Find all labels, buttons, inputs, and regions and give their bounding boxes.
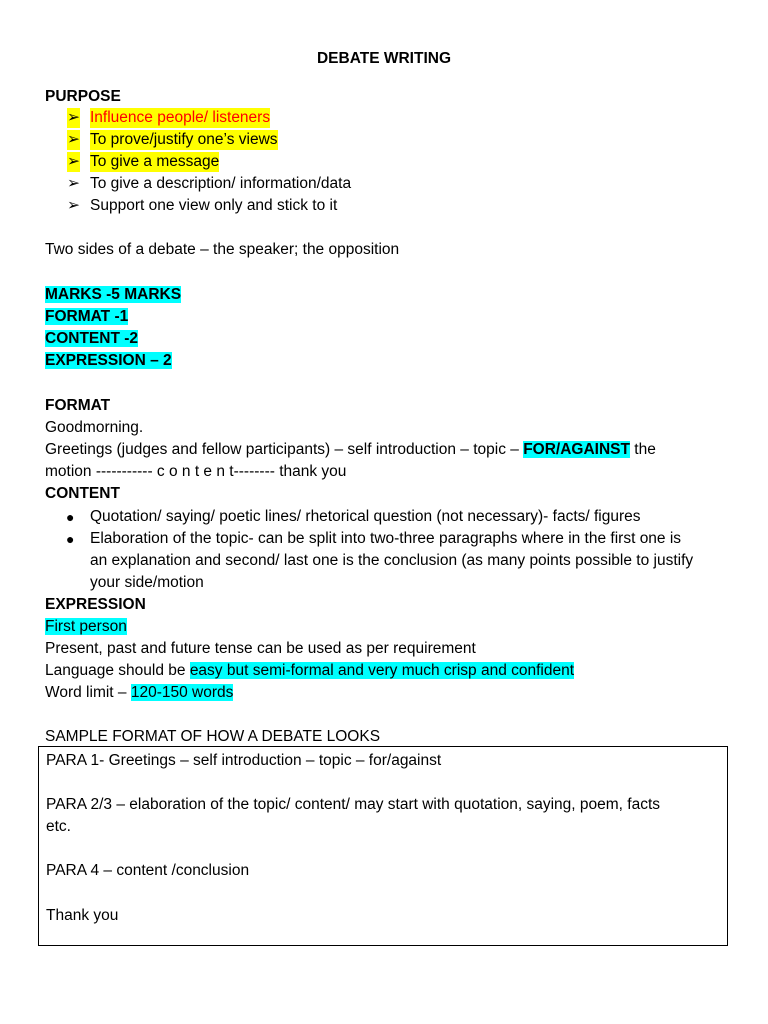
format-motion-line: motion ----------- c o n t e n t-------- thank you [45,463,347,480]
format-greetings-end: the [629,441,656,458]
marks-expression: EXPRESSION – 2 [45,352,172,369]
purpose-item-text: Support one view only and stick to it [90,197,338,214]
marks-total: MARKS -5 MARKS [45,286,182,303]
content-bullet-text: an explanation and second/ last one is the conclusion (as many points possible to justify [90,552,694,569]
purpose-item-text: Influence people/ listeners [90,109,271,126]
debate-sides-text: Two sides of a debate – the speaker; the opposition [45,241,400,258]
purpose-item-text: To give a message [90,153,220,170]
word-limit-highlight: 120-150 words [130,684,234,701]
bullet-icon: ● [66,531,75,547]
language-highlight: easy but semi-formal and very much crisp and confident [189,662,575,679]
sample-para-2-3-cont: etc. [46,818,71,835]
sample-para-2-3: PARA 2/3 – elaboration of the topic/ content/ may start with quotation, saying, poem, facts [46,796,661,813]
content-bullet-text: your side/motion [90,574,204,591]
tense-text: Present, past and future tense can be used as per requirement [45,640,476,657]
bullet-icon: ● [66,509,75,525]
sample-heading: SAMPLE FORMAT OF HOW A DEBATE LOOKS [45,728,381,745]
word-limit-text: Word limit – [45,684,131,701]
marks-format: FORMAT -1 [45,308,129,325]
page-title: DEBATE WRITING [316,50,452,67]
arrow-bullet-icon: ➢ [67,131,80,148]
language-text: Language should be [45,662,190,679]
word-limit-line [45,683,233,703]
sample-format-box [38,746,728,946]
content-heading: CONTENT [45,485,120,502]
content-bullet-text: Quotation/ saying/ poetic lines/ rhetorical question (not necessary)- facts/ figures [90,508,641,525]
sample-para-1: PARA 1- Greetings – self introduction – topic – for/against [46,752,442,769]
arrow-bullet-icon: ➢ [67,153,80,170]
arrow-bullet-icon: ➢ [67,109,80,126]
purpose-item-text: To prove/justify one’s views [90,131,278,148]
language-line [45,661,574,681]
content-bullet-text: Elaboration of the topic- can be split into two-three paragraphs where in the first one is [90,530,682,547]
arrow-bullet-icon: ➢ [67,197,80,214]
marks-content: CONTENT -2 [45,330,138,347]
expression-heading: EXPRESSION [45,596,146,613]
purpose-heading: PURPOSE [45,88,121,105]
format-greetings-line [45,440,656,460]
first-person-highlight: First person [45,618,127,635]
arrow-bullet-icon: ➢ [67,175,80,192]
format-greetings-text: Greetings (judges and fellow participants) – self introduction – topic – [45,441,524,458]
for-against-highlight: FOR/AGAINST [523,441,630,458]
sample-para-4: PARA 4 – content /conclusion [46,862,250,879]
format-heading: FORMAT [45,397,111,414]
purpose-item-text: To give a description/ information/data [90,175,352,192]
format-goodmorning: Goodmorning. [45,419,144,436]
sample-thank-you: Thank you [46,907,119,924]
